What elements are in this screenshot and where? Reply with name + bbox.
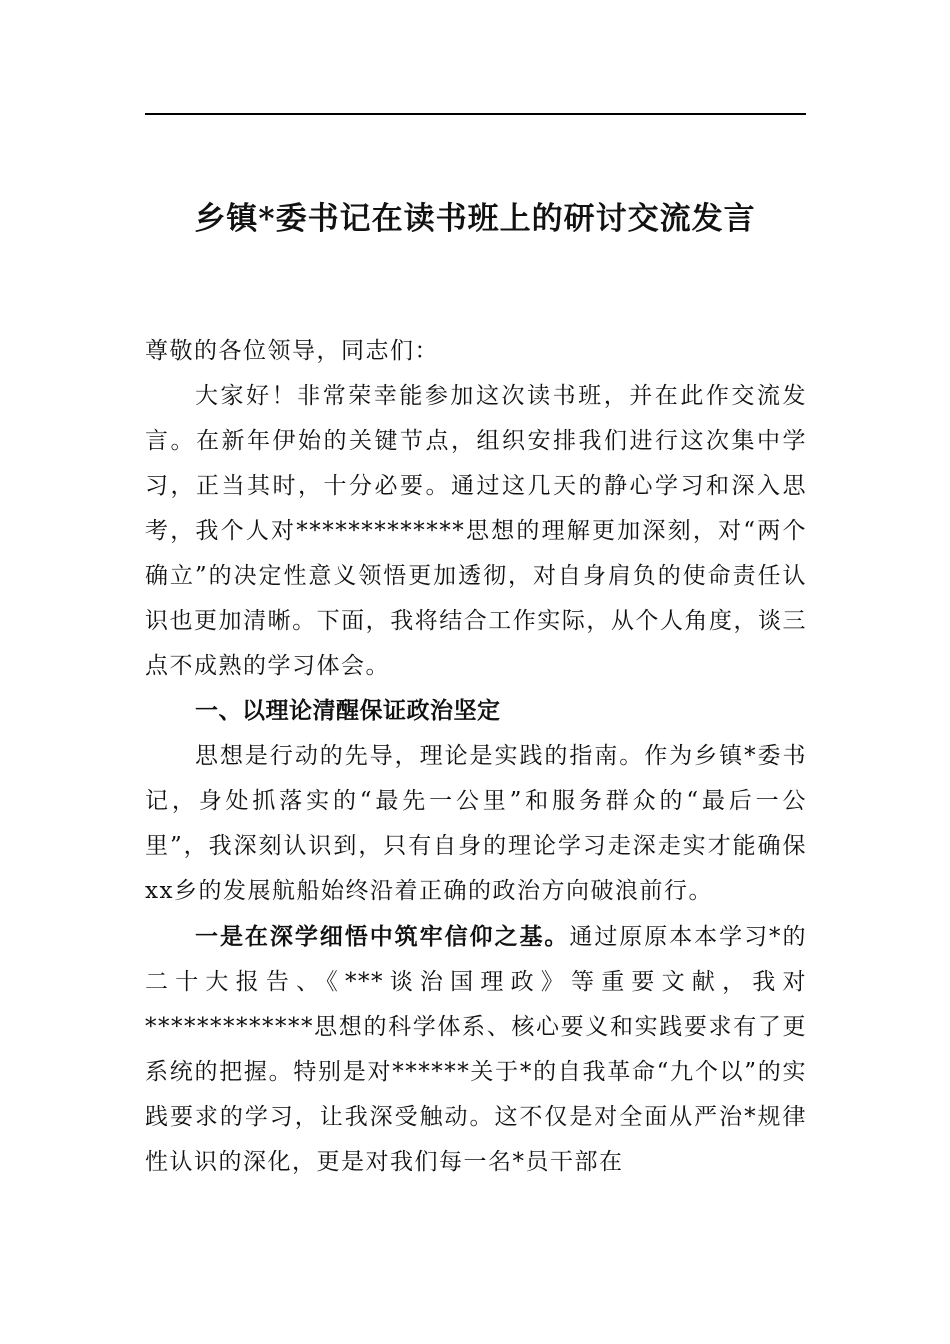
- paragraph-study: [145, 914, 807, 1185]
- header-rule: [145, 113, 806, 115]
- paragraph-intro: 大家好！非常荣幸能参加这次读书班，并在此作交流发言。在新年伊始的关键节点，组织安排我们进行这次集中学习，正当其时，十分必要。通过这几天的静心学习和深入思考，我个人对*************思想的理解更加深刻，对“两个确立”的决定性意义领悟更加透彻，对自身肩负的使命责任认识也更加清晰。下面，我将结合工作实际，从个人角度，谈三点不成熟的学习体会。: [145, 383, 807, 679]
- salutation: 尊敬的各位领导，同志们：: [145, 338, 439, 364]
- section-heading-1: 一、以理论清醒保证政治坚定: [195, 698, 501, 724]
- paragraph-lead-sentence: 一是在深学细悟中筑牢信仰之基。: [195, 923, 570, 950]
- document-title: 乡镇*委书记在读书班上的研讨交流发言: [194, 201, 756, 237]
- paragraph-study-body: 通过原原本本学习*的二十大报告、《***谈治国理政》等重要文献，我对*************思想的科学体系、核心要义和实践要求有了更系统的把握。特别是对******关于*的自我革命“九个以”的实践要求的学习，让我深受触动。这不仅是对全面从严治*规律性认识的深化，更是对我们每一名*员干部在: [145, 924, 808, 1175]
- document-body: [145, 329, 807, 1185]
- paragraph-theory: 思想是行动的先导，理论是实践的指南。作为乡镇*委书记，身处抓落实的“最先一公里”和服务群众的“最后一公里”，我深刻认识到，只有自身的理论学习走深走实才能确保xx乡的发展航船始终沿着正确的政治方向破浪前行。: [145, 743, 807, 904]
